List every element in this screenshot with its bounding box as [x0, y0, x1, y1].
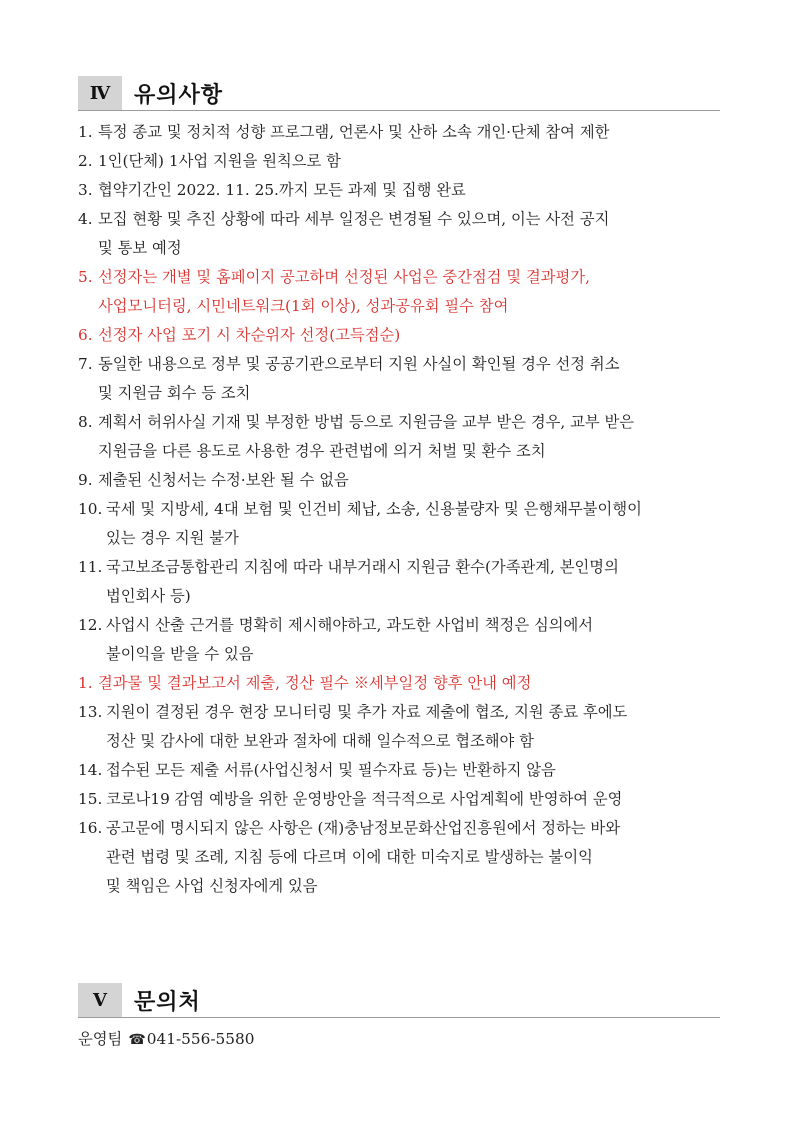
list-item-text — [98, 147, 724, 176]
list-item-text — [106, 553, 724, 611]
list-item-number: 8. — [78, 413, 93, 431]
list-item-number: 5. — [78, 268, 93, 286]
list-item-number: 16. — [78, 819, 103, 837]
list-item-line: 국고보조금통합관리 지침에 따라 내부거래시 지원금 환수(가족관계, 본인명의 — [106, 558, 619, 576]
list-item-line: 사업시 산출 근거를 명확히 제시해야하고, 과도한 사업비 책정은 심의에서 — [106, 616, 594, 634]
section-5-numeral: Ⅴ — [78, 983, 122, 1017]
list-item — [78, 408, 724, 466]
section-5-title: 문의처 — [134, 989, 201, 1015]
list-item-number: 6. — [78, 326, 93, 344]
list-item — [78, 466, 724, 495]
list-item-number: 1. — [78, 674, 93, 692]
list-item-line: 코로나19 감염 예방을 위한 운영방안을 적극적으로 사업계획에 반영하여 운영 — [106, 790, 623, 808]
section-4-title: 유의사항 — [134, 82, 224, 108]
list-item — [78, 176, 724, 205]
list-item — [78, 147, 724, 176]
list-item-number: 9. — [78, 471, 93, 489]
list-item-text — [106, 611, 724, 669]
list-item-line: 지원이 결정된 경우 현장 모니터링 및 추가 자료 제출에 협조, 지원 종료 후에도 — [106, 703, 628, 721]
list-item — [78, 756, 724, 785]
list-item — [78, 785, 724, 814]
contact-phone: 041-556-5580 — [146, 1030, 255, 1048]
list-item-line: 모집 현황 및 추진 상황에 따라 세부 일정은 변경될 수 있으며, 이는 사전 공지 — [98, 210, 610, 228]
list-item-text — [106, 814, 724, 901]
list-item-number: 13. — [78, 703, 103, 721]
list-item — [78, 698, 724, 756]
list-item-number: 1. — [78, 123, 93, 141]
list-item — [78, 118, 724, 147]
list-item-line: 지원금을 다른 용도로 사용한 경우 관련법에 의거 처벌 및 환수 조치 — [98, 442, 546, 460]
list-item-line: 계획서 허위사실 기재 및 부정한 방법 등으로 지원금을 교부 받은 경우, 교부 받은 — [98, 413, 635, 431]
list-item-line: 관련 법령 및 조례, 지침 등에 다르며 이에 대한 미숙지로 발생하는 불이익 — [106, 848, 593, 866]
list-item-text — [106, 495, 724, 553]
list-item — [78, 350, 724, 408]
list-item-line: 사업모니터링, 시민네트워크(1회 이상), 성과공유회 필수 참여 — [98, 297, 509, 315]
section-5-header — [78, 983, 720, 1018]
contact-line — [78, 1027, 254, 1052]
contact-team: 운영팀 — [78, 1030, 123, 1048]
list-item-line: 선정자 사업 포기 시 차순위자 선정(고득점순) — [98, 326, 401, 344]
list-item-text — [106, 785, 724, 814]
list-item — [78, 553, 724, 611]
list-item — [78, 814, 724, 901]
list-item-text — [98, 408, 724, 466]
section-4-numeral: Ⅳ — [78, 76, 122, 110]
list-item — [78, 321, 724, 350]
list-item-number: 15. — [78, 790, 103, 808]
list-item-line: 있는 경우 지원 불가 — [106, 529, 239, 547]
list-item-line: 및 책임은 사업 신청자에게 있음 — [106, 877, 318, 895]
list-item-number: 4. — [78, 210, 93, 228]
list-item-number: 11. — [78, 558, 103, 576]
list-item-text — [98, 350, 724, 408]
list-item — [78, 205, 724, 263]
list-item-text — [106, 698, 724, 756]
list-item-text — [98, 176, 724, 205]
notice-list — [78, 118, 724, 901]
list-item-line: 법인회사 등) — [106, 587, 191, 605]
list-item — [78, 263, 724, 321]
list-item-line: 동일한 내용으로 정부 및 공공기관으로부터 지원 사실이 확인될 경우 선정 취소 — [98, 355, 620, 373]
list-item-line: 1인(단체) 1사업 지원을 원칙으로 함 — [98, 152, 341, 170]
list-item-line: 공고문에 명시되지 않은 사항은 (재)충남정보문화산업진흥원에서 정하는 바와 — [106, 819, 620, 837]
list-item-number: 10. — [78, 500, 103, 518]
list-item — [78, 495, 724, 553]
list-item-line: 협약기간인 2022. 11. 25.까지 모든 과제 및 집행 완료 — [98, 181, 466, 199]
list-item-line: 국세 및 지방세, 4대 보험 및 인건비 체납, 소송, 신용불량자 및 은행채무불이행이 — [106, 500, 642, 518]
list-item-text — [98, 263, 724, 321]
list-item-text — [106, 756, 724, 785]
list-item-line: 제출된 신청서는 수정·보완 될 수 없음 — [98, 471, 349, 489]
list-item-text — [98, 321, 724, 350]
section-4-header — [78, 76, 720, 111]
list-item — [78, 669, 724, 698]
list-item-text — [98, 205, 724, 263]
list-item-text — [98, 466, 724, 495]
list-item — [78, 611, 724, 669]
list-item-line: 정산 및 감사에 대한 보완과 절차에 대해 일수적으로 협조해야 함 — [106, 732, 534, 750]
list-item-text — [98, 669, 724, 698]
list-item-line: 선정자는 개별 및 홈페이지 공고하며 선정된 사업은 중간점검 및 결과평가, — [98, 268, 590, 286]
list-item-number: 12. — [78, 616, 103, 634]
list-item-line: 접수된 모든 제출 서류(사업신청서 및 필수자료 등)는 반환하지 않음 — [106, 761, 556, 779]
list-item-line: 불이익을 받을 수 있음 — [106, 645, 254, 663]
telephone-icon: ☎ — [128, 1032, 146, 1048]
list-item-number: 3. — [78, 181, 93, 199]
list-item-line: 특정 종교 및 정치적 성향 프로그램, 언론사 및 산하 소속 개인·단체 참여 제한 — [98, 123, 610, 141]
list-item-line: 및 통보 예정 — [98, 239, 182, 257]
list-item-line: 및 지원금 회수 등 조치 — [98, 384, 251, 402]
list-item-number: 7. — [78, 355, 93, 373]
list-item-line: 결과물 및 결과보고서 제출, 정산 필수 ※세부일정 향후 안내 예정 — [98, 674, 532, 692]
list-item-number: 14. — [78, 761, 103, 779]
list-item-number: 2. — [78, 152, 93, 170]
list-item-text — [98, 118, 724, 147]
